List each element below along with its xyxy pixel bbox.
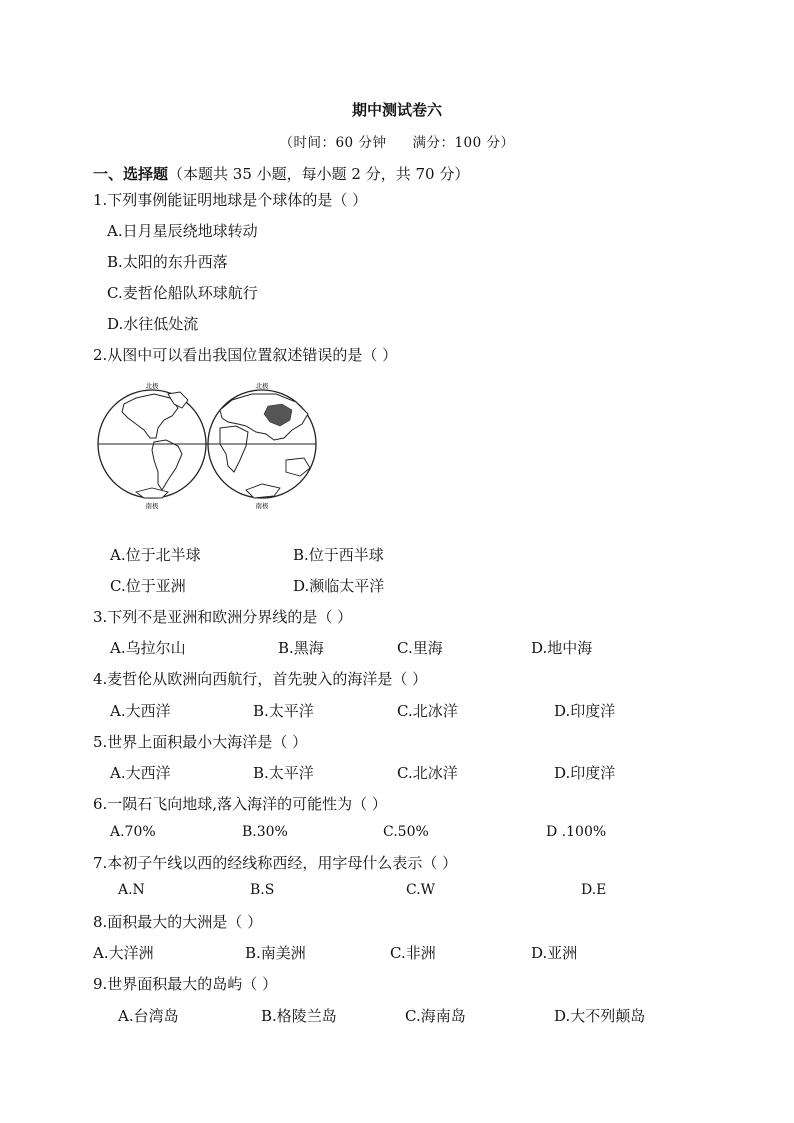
south-pole-label-left: 南极 xyxy=(145,502,159,510)
q5-option-b[interactable]: B.太平洋 xyxy=(253,764,314,782)
q3-option-b[interactable]: B.黑海 xyxy=(278,639,324,657)
q2-option-d[interactable]: D.濒临太平洋 xyxy=(293,577,385,595)
north-pole-label-left: 北极 xyxy=(145,382,159,390)
q1-option-b[interactable]: B.太阳的东升西落 xyxy=(107,253,228,271)
q6-option-b[interactable]: B.30% xyxy=(242,824,288,840)
section-description: （本题共 35 小题，每小题 2 分，共 70 分） xyxy=(168,165,470,183)
q8-option-c[interactable]: C.非洲 xyxy=(390,944,436,962)
exam-info xyxy=(0,131,794,151)
section-header xyxy=(93,163,469,184)
hemispheres-map xyxy=(96,380,326,515)
q5-option-a[interactable]: A.大西洋 xyxy=(110,764,171,782)
q6-option-d[interactable]: D .100% xyxy=(546,824,607,840)
q9-option-a[interactable]: A.台湾岛 xyxy=(118,1007,179,1025)
q2-option-a[interactable]: A.位于北半球 xyxy=(110,546,201,564)
q3-option-c[interactable]: C.里海 xyxy=(397,639,443,657)
question-3-stem: 3.下列不是亚洲和欧洲分界线的是（ ） xyxy=(93,608,353,626)
q8-option-b[interactable]: B.南美洲 xyxy=(245,944,306,962)
time-limit: （时间：60 分钟 xyxy=(279,135,387,151)
q1-option-a[interactable]: A.日月星辰绕地球转动 xyxy=(107,222,258,240)
q6-option-c[interactable]: C.50% xyxy=(383,824,429,840)
q9-option-d[interactable]: D.大不列颠岛 xyxy=(554,1007,646,1025)
question-8-stem: 8.面积最大的大洲是（ ） xyxy=(93,913,263,931)
q5-option-d[interactable]: D.印度洋 xyxy=(554,764,616,782)
q8-option-d[interactable]: D.亚洲 xyxy=(531,944,578,962)
section-heading: 一、选择题 xyxy=(93,165,169,183)
q4-option-a[interactable]: A.大西洋 xyxy=(110,702,171,720)
q3-option-d[interactable]: D.地中海 xyxy=(531,639,593,657)
q6-option-a[interactable]: A.70% xyxy=(110,824,156,840)
q4-option-c[interactable]: C.北冰洋 xyxy=(397,702,458,720)
q2-option-b[interactable]: B.位于西半球 xyxy=(293,546,384,564)
question-4-stem: 4.麦哲伦从欧洲向西航行，首先驶入的海洋是（ ） xyxy=(93,670,428,688)
q3-option-a[interactable]: A.乌拉尔山 xyxy=(110,639,186,657)
q7-option-c[interactable]: C.W xyxy=(406,882,436,898)
q9-option-c[interactable]: C.海南岛 xyxy=(405,1007,466,1025)
question-5-stem: 5.世界上面积最小大海洋是（ ） xyxy=(93,733,308,751)
q4-option-b[interactable]: B.太平洋 xyxy=(253,702,314,720)
question-6-stem: 6.一陨石飞向地球,落入海洋的可能性为（ ） xyxy=(93,795,387,813)
q1-option-c[interactable]: C.麦哲伦船队环球航行 xyxy=(107,284,258,302)
question-9-stem: 9.世界面积最大的岛屿（ ） xyxy=(93,975,278,993)
q7-option-b[interactable]: B.S xyxy=(250,882,275,898)
north-pole-label-right: 北极 xyxy=(255,382,269,390)
q7-option-d[interactable]: D.E xyxy=(581,882,607,898)
q4-option-d[interactable]: D.印度洋 xyxy=(554,702,616,720)
question-1-stem: 1.下列事例能证明地球是个球体的是（ ） xyxy=(93,191,368,209)
south-pole-label-right: 南极 xyxy=(255,502,269,510)
exam-title: 期中测试卷六 xyxy=(351,101,442,119)
question-7-stem: 7.本初子午线以西的经线称西经，用字母什么表示（ ） xyxy=(93,854,458,872)
question-2-stem: 2.从图中可以看出我国位置叙述错误的是（ ） xyxy=(93,346,398,364)
q1-option-d[interactable]: D.水往低处流 xyxy=(107,315,199,333)
q9-option-b[interactable]: B.格陵兰岛 xyxy=(261,1007,337,1025)
q2-option-c[interactable]: C.位于亚洲 xyxy=(110,577,186,595)
full-score: 满分：100 分） xyxy=(412,135,515,151)
q8-option-a[interactable]: A.大洋洲 xyxy=(93,944,154,962)
q5-option-c[interactable]: C.北冰洋 xyxy=(397,764,458,782)
q7-option-a[interactable]: A.N xyxy=(118,882,145,898)
